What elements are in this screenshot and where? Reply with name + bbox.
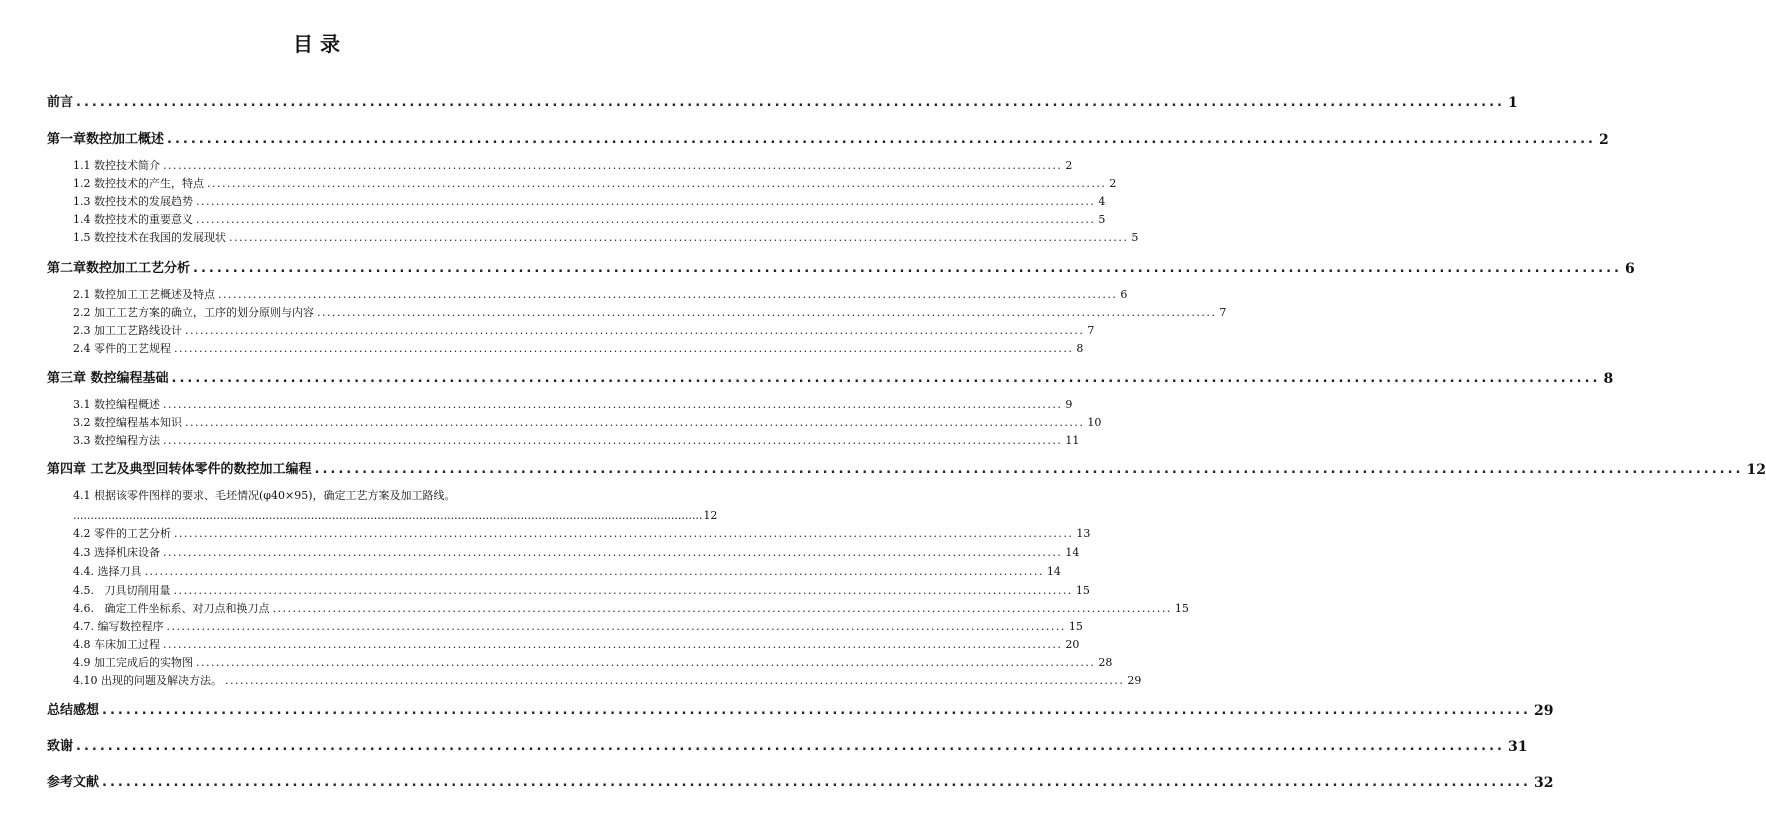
leader-dots: .................................................................................................................................................................................... — [207, 177, 1107, 190]
toc-entry-4-7[interactable] — [73, 619, 1083, 635]
toc-label: 4.7. 编写数控程序 — [73, 620, 164, 633]
leader-dots: .................................................................................................................................................................................... — [218, 288, 1118, 301]
toc-entry-4-8[interactable] — [73, 637, 1080, 653]
leader-dots: .................................................................................................................................................................................... — [163, 638, 1063, 651]
toc-entry-1-5[interactable] — [73, 230, 1139, 246]
toc-entry-1-1[interactable] — [73, 158, 1073, 174]
leader-dots: .................................................................................................................................................................................... — [272, 602, 1172, 615]
toc-page-number: 20 — [1065, 638, 1080, 651]
toc-entry-chapter-1[interactable] — [47, 131, 1609, 149]
leader-dots: .................................................................................................................................................................................... — [102, 703, 1531, 718]
toc-label: 4.10 出现的问题及解决方法。 — [73, 674, 222, 687]
toc-entry-2-3[interactable] — [73, 323, 1095, 339]
toc-label: 2.1 数控加工工艺概述及特点 — [73, 288, 215, 301]
toc-label: 4.4. 选择刀具 — [73, 565, 142, 578]
toc-page-number: 6 — [1624, 261, 1635, 277]
toc-page-number: 29 — [1533, 703, 1554, 719]
toc-entry-3-2[interactable] — [73, 415, 1102, 431]
leader-dots: .................................................................................................................................................................................... — [225, 674, 1125, 687]
toc-entry-chapter-4[interactable] — [47, 461, 1766, 479]
toc-page-number: 9 — [1065, 398, 1073, 411]
toc-label: 总结感想 — [47, 703, 100, 718]
leader-dots: .................................................................................................................................................................................... — [144, 565, 1044, 578]
leader-dots: .................................................................................................................................................................................... — [76, 739, 1505, 754]
toc-label: 2.4 零件的工艺规程 — [73, 342, 171, 355]
leader-dots: .................................................................................................................................................................................... — [163, 434, 1063, 447]
toc-label: 1.1 数控技术简介 — [73, 159, 160, 172]
leader-dots: .................................................................................................................................................................................... — [196, 656, 1096, 669]
leader-dots: .................................................................................................................................................................................... — [171, 371, 1601, 386]
toc-page-number: 6 — [1120, 288, 1128, 301]
leader-dots: .................................................................................................................................................................................... — [317, 306, 1217, 319]
toc-page-number: 5 — [1098, 213, 1106, 226]
toc-entry-4-2[interactable] — [73, 526, 1091, 542]
toc-label: 4.6. 确定工件坐标系、对刀点和换刀点 — [73, 602, 270, 615]
toc-entry-4-9[interactable] — [73, 655, 1113, 671]
leader-dots: .................................................................................................................................................................................... — [174, 527, 1074, 540]
toc-page-number: 7 — [1219, 306, 1227, 319]
toc-page-number: 7 — [1087, 324, 1095, 337]
toc-page-number: 13 — [1076, 527, 1091, 540]
toc-entry-3-1[interactable] — [73, 397, 1073, 413]
toc-page-number: 29 — [1127, 674, 1142, 687]
toc-entry-4-10[interactable] — [73, 673, 1142, 689]
toc-label: 4.9 加工完成后的实物图 — [73, 656, 193, 669]
toc-label: 4.2 零件的工艺分析 — [73, 527, 171, 540]
leader-dots: .................................................................................................................................................................................... — [196, 213, 1096, 226]
toc-label: 3.2 数控编程基本知识 — [73, 416, 182, 429]
leader-dots: .................................................................................................................................................................................... — [163, 159, 1063, 172]
leader-dots: .................................................................................................................................................................................... — [76, 95, 1505, 110]
leader-dots: .................................................................................................................................................................................... — [102, 775, 1531, 790]
toc-label: 致谢 — [47, 739, 74, 754]
toc-label: 1.3 数控技术的发展趋势 — [73, 195, 193, 208]
toc-entry-4-6[interactable] — [73, 601, 1189, 617]
toc-page-number: 4 — [1098, 195, 1106, 208]
toc-label: 2.3 加工工艺路线设计 — [73, 324, 182, 337]
toc-page-number: 14 — [1065, 546, 1080, 559]
toc-entry-2-2[interactable] — [73, 305, 1227, 321]
toc-page-number: 8 — [1076, 342, 1084, 355]
toc-page-number: 12 — [703, 509, 718, 522]
toc-label: 参考文献 — [47, 775, 100, 790]
leader-dots: .................................................................................................................................................................................... — [196, 195, 1096, 208]
toc-entry-references[interactable] — [47, 774, 1554, 792]
toc-entry-summary[interactable] — [47, 702, 1554, 720]
leader-dots: .................................................................................................................................................................................... — [174, 342, 1074, 355]
toc-label: 1.2 数控技术的产生，特点 — [73, 177, 204, 190]
toc-entry-1-3[interactable] — [73, 194, 1106, 210]
toc-label: 第四章 工艺及典型回转体零件的数控加工编程 — [47, 462, 312, 477]
toc-label: 2.2 加工工艺方案的确立，工序的划分原则与内容 — [73, 306, 314, 319]
toc-page-number: 2 — [1598, 132, 1609, 148]
toc-entry-4-1-label[interactable]: 4.1 根据该零件图样的要求、毛坯情况(φ40×95)，确定工艺方案及加工路线。 — [73, 489, 456, 502]
leader-dots: .................................................................................................................................................................................... — [193, 261, 1622, 276]
toc-page-number: 28 — [1098, 656, 1113, 669]
toc-entry-4-5[interactable] — [73, 583, 1090, 599]
toc-page-number: 15 — [1174, 602, 1189, 615]
toc-entry-1-2[interactable] — [73, 176, 1117, 192]
toc-page-number: 2 — [1065, 159, 1073, 172]
toc-title: 目 录 — [293, 32, 340, 56]
toc-label: 第二章数控加工工艺分析 — [47, 261, 191, 276]
toc-page-number: 31 — [1507, 739, 1528, 755]
leader-dots: .................................................................................................................................................................................... — [229, 231, 1129, 244]
toc-entry-chapter-2[interactable] — [47, 260, 1635, 278]
toc-entry-2-1[interactable] — [73, 287, 1128, 303]
toc-page-number: 12 — [1746, 462, 1766, 478]
toc-label: 前言 — [47, 95, 74, 110]
toc-page-number: 14 — [1046, 565, 1061, 578]
toc-entry-2-4[interactable] — [73, 341, 1084, 357]
toc-entry-3-3[interactable] — [73, 433, 1080, 449]
toc-entry-4-1-continuation[interactable] — [73, 508, 718, 524]
toc-label: 4.3 选择机床设备 — [73, 546, 160, 559]
toc-entry-4-4[interactable] — [73, 564, 1061, 580]
toc-page-number: 11 — [1065, 434, 1080, 447]
toc-page-number: 8 — [1603, 371, 1614, 387]
leader-dots: .................................................................................................................................................................................... — [167, 132, 1596, 147]
toc-page-number: 15 — [1075, 584, 1090, 597]
leader-dots: .................................................................................................................................................................................... — [166, 620, 1066, 633]
leader-dots: .................................................................................................................................................................................... — [185, 324, 1085, 337]
toc-entry-4-3[interactable] — [73, 545, 1080, 561]
toc-page-number: 1 — [1507, 95, 1518, 111]
toc-label: 第一章数控加工概述 — [47, 132, 165, 147]
leader-dots: .................................................................................................................................................................................... — [185, 416, 1085, 429]
toc-label: 4.8 车床加工过程 — [73, 638, 160, 651]
toc-entry-acknowledgements[interactable] — [47, 738, 1528, 756]
leader-dots: .................................................................................................................................................................................... — [173, 584, 1073, 597]
toc-entry-1-4[interactable] — [73, 212, 1106, 228]
leader-dots: .................................................................................................................................................................................... — [163, 546, 1063, 559]
leader-dots: .................................................................................................................................................................................... — [163, 398, 1063, 411]
leader-dots: .................................................................................................................................................................................... — [314, 462, 1744, 477]
toc-page-number: 32 — [1533, 775, 1554, 791]
toc-label: 第三章 数控编程基础 — [47, 371, 169, 386]
toc-page-number: 10 — [1087, 416, 1102, 429]
toc-label: 1.4 数控技术的重要意义 — [73, 213, 193, 226]
toc-page-number: 15 — [1068, 620, 1083, 633]
toc-label: 4.5. 刀具切削用量 — [73, 584, 171, 597]
toc-label: 1.5 数控技术在我国的发展现状 — [73, 231, 226, 244]
toc-entry-preface[interactable] — [47, 94, 1518, 112]
leader-dots: .................................................................................................................................................................................... — [73, 509, 703, 522]
toc-label: 3.3 数控编程方法 — [73, 434, 160, 447]
toc-label: 3.1 数控编程概述 — [73, 398, 160, 411]
toc-page-number: 2 — [1109, 177, 1117, 190]
toc-page-number: 5 — [1131, 231, 1139, 244]
toc-entry-chapter-3[interactable] — [47, 370, 1614, 388]
